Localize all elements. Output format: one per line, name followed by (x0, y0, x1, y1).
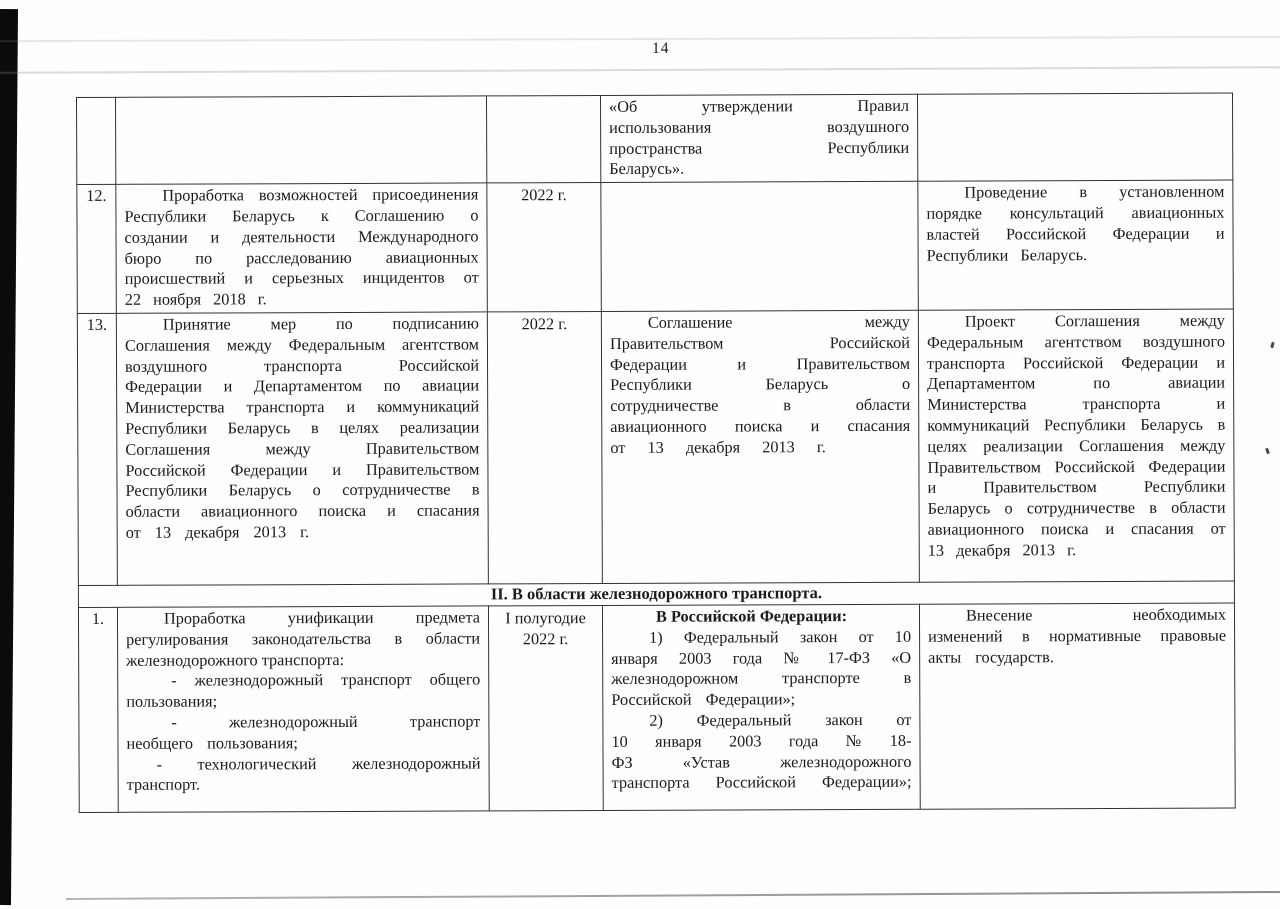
cell-documents (602, 604, 920, 810)
scan-streak (0, 66, 1280, 74)
scan-edge-bar (0, 9, 18, 905)
table-row-1 (78, 603, 1235, 812)
activity-intro: Проработка унификации предмета регулирования законодательства в области железнодорожного транспорта: (126, 607, 481, 670)
cell-result (918, 180, 1233, 310)
result-text: Внесение необходимых изменений в нормативные правовые акты государств. (928, 604, 1227, 667)
cell-term (488, 605, 603, 810)
cell-num (77, 97, 116, 184)
cell-activity (116, 96, 487, 185)
table-row-12 (77, 180, 1233, 313)
cell-result (917, 93, 1232, 181)
scan-streak (0, 36, 1280, 42)
activity-item: - железнодорожный транспорт необщего пользования; (126, 711, 481, 753)
cell-documents (601, 181, 918, 311)
documents-heading: В Российской Федерации: (655, 606, 848, 626)
cell-num: 1. (78, 607, 118, 812)
cell-documents (601, 310, 919, 583)
cell-num: 13. (77, 313, 117, 585)
section-header: II. В области железнодорожного транспорта. (78, 581, 1234, 607)
documents-item: 2) Федеральный закон от 10 января 2003 года № 18-ФЗ «Устав железнодорожного транспорта Российской Федерации»; (611, 709, 912, 793)
documents-item: 1) Федеральный закон от 10 января 2003 года № 17-ФЗ «О железнодорожном транспорте в Российской Федерации»; (611, 626, 912, 710)
page-number: 14 (652, 40, 670, 57)
plan-table (76, 93, 1236, 813)
table-row-continuation (77, 93, 1233, 185)
scan-speck (1270, 342, 1274, 349)
cell-term (486, 95, 600, 183)
cell-documents (600, 94, 917, 182)
documents-text: Соглашение между Правительством Российской Федерации и Правительством Республики Беларусь о сотрудничестве в области авиационного поиска и спасания от 13 декабря 2013 г. (609, 311, 911, 457)
scan-speck (1265, 448, 1270, 455)
result-text: Проведение в установленном порядке консультаций авиационных властей Российской Федерации и Республики Беларусь. (926, 181, 1225, 265)
cell-activity (116, 312, 488, 585)
activity-item: - технологический железнодорожный транспорт. (126, 752, 481, 795)
result-text: Проект Соглашения между Федеральным агентством воздушного транспорта Российской Федерации и Департаментом по авиации Министерства транспорта и коммуникаций Республики Беларусь в целях реализации Соглашения между Правительством Российской Федерации и Правительством Республики Беларусь о сотрудничестве в области авиационного поиска и спасания от 13 декабря 2013 г. (926, 310, 1226, 560)
table-row-13 (77, 309, 1234, 585)
cell-term: 2022 г. (487, 183, 601, 312)
term-line: 2022 г. (522, 628, 569, 649)
cell-num: 12. (77, 185, 116, 314)
cell-result (919, 603, 1235, 809)
paper-bottom-edge (66, 891, 1280, 900)
activity-text: Принятие мер по подписанию Соглашения между Федеральным агентством воздушного транспорта Российской Федерации и Департаментом по авиации Министерства транспорта и коммуникаций Республики Беларусь в целях реализации Соглашения между Правительством Российской Федерации и Правительством Республики Беларусь о сотрудничестве в области авиационного поиска и спасания от 13 декабря 2013 г. (124, 313, 480, 542)
term-line: I полугодие (505, 608, 586, 628)
cell-activity (116, 183, 487, 313)
cell-activity (117, 606, 489, 812)
cell-result (918, 309, 1234, 582)
activity-text: Проработка возможностей присоединения Республики Беларусь к Соглашению о создании и деятельности Международного бюро по расследованию авиационных происшествий и серьезных инцидентов от 22 ноября 2018 г. (124, 184, 479, 309)
activity-item: - железнодорожный транспорт общего пользования; (126, 669, 481, 711)
documents-text: «Об утверждении Правил использования воздушного пространства Республики Беларусь». (609, 95, 910, 179)
cell-term: 2022 г. (487, 311, 602, 583)
